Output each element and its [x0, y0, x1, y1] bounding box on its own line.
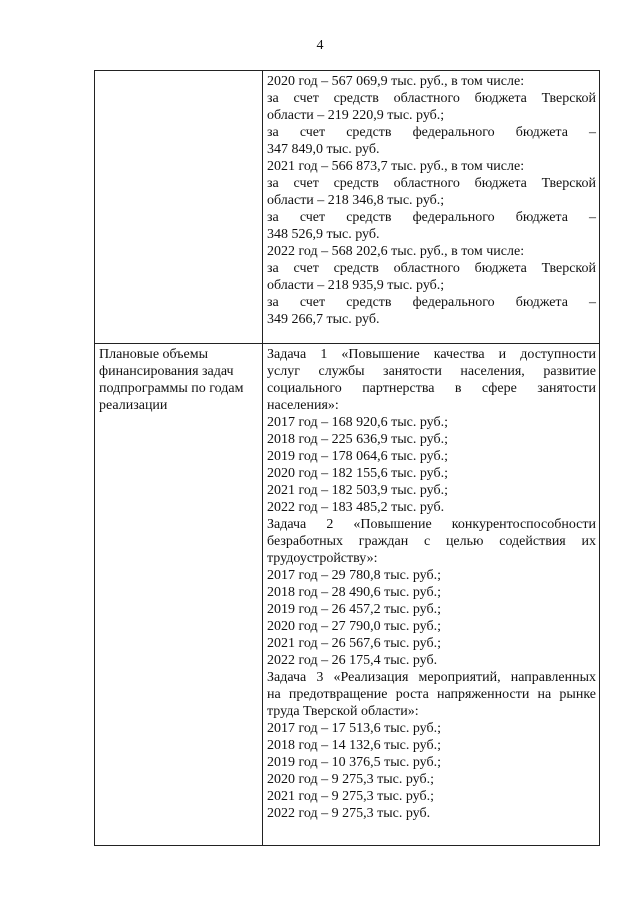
page-number: 4 [316, 38, 324, 53]
text-line: услуг службы занятости населения, развитие [267, 364, 596, 379]
text-line: 2021 год – 182 503,9 тыс. руб.; [267, 483, 448, 498]
text-line: 348 526,9 тыс. руб. [267, 227, 380, 242]
text-line: 2019 год – 26 457,2 тыс. руб.; [267, 602, 441, 617]
row2-content-cell [263, 344, 600, 846]
row1-label-cell [95, 71, 263, 344]
text-line: 2022 год – 183 485,2 тыс. руб. [267, 500, 445, 515]
text-line: на предотвращение роста напряженности на рынке [267, 687, 596, 702]
text-line: социального партнерства в сфере занятости [267, 381, 596, 396]
text-line: 2019 год – 10 376,5 тыс. руб.; [267, 755, 441, 770]
text-line: 2018 год – 28 490,6 тыс. руб.; [267, 585, 441, 600]
table-row [95, 71, 600, 344]
text-line: 2021 год – 9 275,3 тыс. руб.; [267, 789, 434, 804]
text-line: 2020 год – 27 790,0 тыс. руб.; [267, 619, 441, 634]
text-line: 2017 год – 168 920,6 тыс. руб.; [267, 415, 448, 430]
text-line: области – 218 346,8 тыс. руб.; [267, 193, 445, 208]
text-line: Задача 2 «Повышение конкурентоспособности [267, 517, 596, 532]
text-line: 2018 год – 14 132,6 тыс. руб.; [267, 738, 441, 753]
table-row [95, 344, 600, 846]
text-line: реализации [99, 398, 168, 413]
text-line: 2021 год – 566 873,7 тыс. руб., в том числе: [267, 159, 525, 174]
text-line: подпрограммы по годам [99, 381, 244, 396]
text-line: трудоустройству»: [267, 551, 378, 566]
row2-label-cell [95, 344, 263, 846]
text-line: Задача 1 «Повышение качества и доступности [267, 347, 596, 362]
text-line: за счет средств областного бюджета Тверской [267, 176, 596, 191]
text-line: области – 218 935,9 тыс. руб.; [267, 278, 445, 293]
text-line: за счет средств федерального бюджета – [267, 125, 596, 140]
text-line: за счет средств федерального бюджета – [267, 210, 596, 225]
text-line: за счет средств областного бюджета Тверской [267, 91, 596, 106]
text-line: 2021 год – 26 567,6 тыс. руб.; [267, 636, 441, 651]
text-line: труда Тверской области»: [267, 704, 419, 719]
text-line: за счет средств областного бюджета Тверской [267, 261, 596, 276]
text-line: 2020 год – 9 275,3 тыс. руб.; [267, 772, 434, 787]
text-line: 2017 год – 29 780,8 тыс. руб.; [267, 568, 441, 583]
text-line: за счет средств федерального бюджета – [267, 295, 596, 310]
row1-content-cell [263, 71, 600, 344]
text-line: 2018 год – 225 636,9 тыс. руб.; [267, 432, 448, 447]
text-line: Плановые объемы [99, 347, 209, 362]
text-line: 349 266,7 тыс. руб. [267, 312, 380, 327]
text-line: населения»: [267, 398, 339, 413]
text-line: области – 219 220,9 тыс. руб.; [267, 108, 445, 123]
text-line: 2022 год – 568 202,6 тыс. руб., в том числе: [267, 244, 525, 259]
text-line: финансирования задач [99, 364, 234, 379]
text-line: Задача 3 «Реализация мероприятий, направленных [267, 670, 596, 685]
text-line: 2020 год – 182 155,6 тыс. руб.; [267, 466, 448, 481]
text-line: безработных граждан с целью содействия их [267, 534, 596, 549]
text-line: 347 849,0 тыс. руб. [267, 142, 380, 157]
text-line: 2020 год – 567 069,9 тыс. руб., в том числе: [267, 74, 525, 89]
text-line: 2022 год – 26 175,4 тыс. руб. [267, 653, 438, 668]
program-table [94, 70, 600, 846]
text-line: 2022 год – 9 275,3 тыс. руб. [267, 806, 431, 821]
text-line: 2019 год – 178 064,6 тыс. руб.; [267, 449, 448, 464]
text-line: 2017 год – 17 513,6 тыс. руб.; [267, 721, 441, 736]
